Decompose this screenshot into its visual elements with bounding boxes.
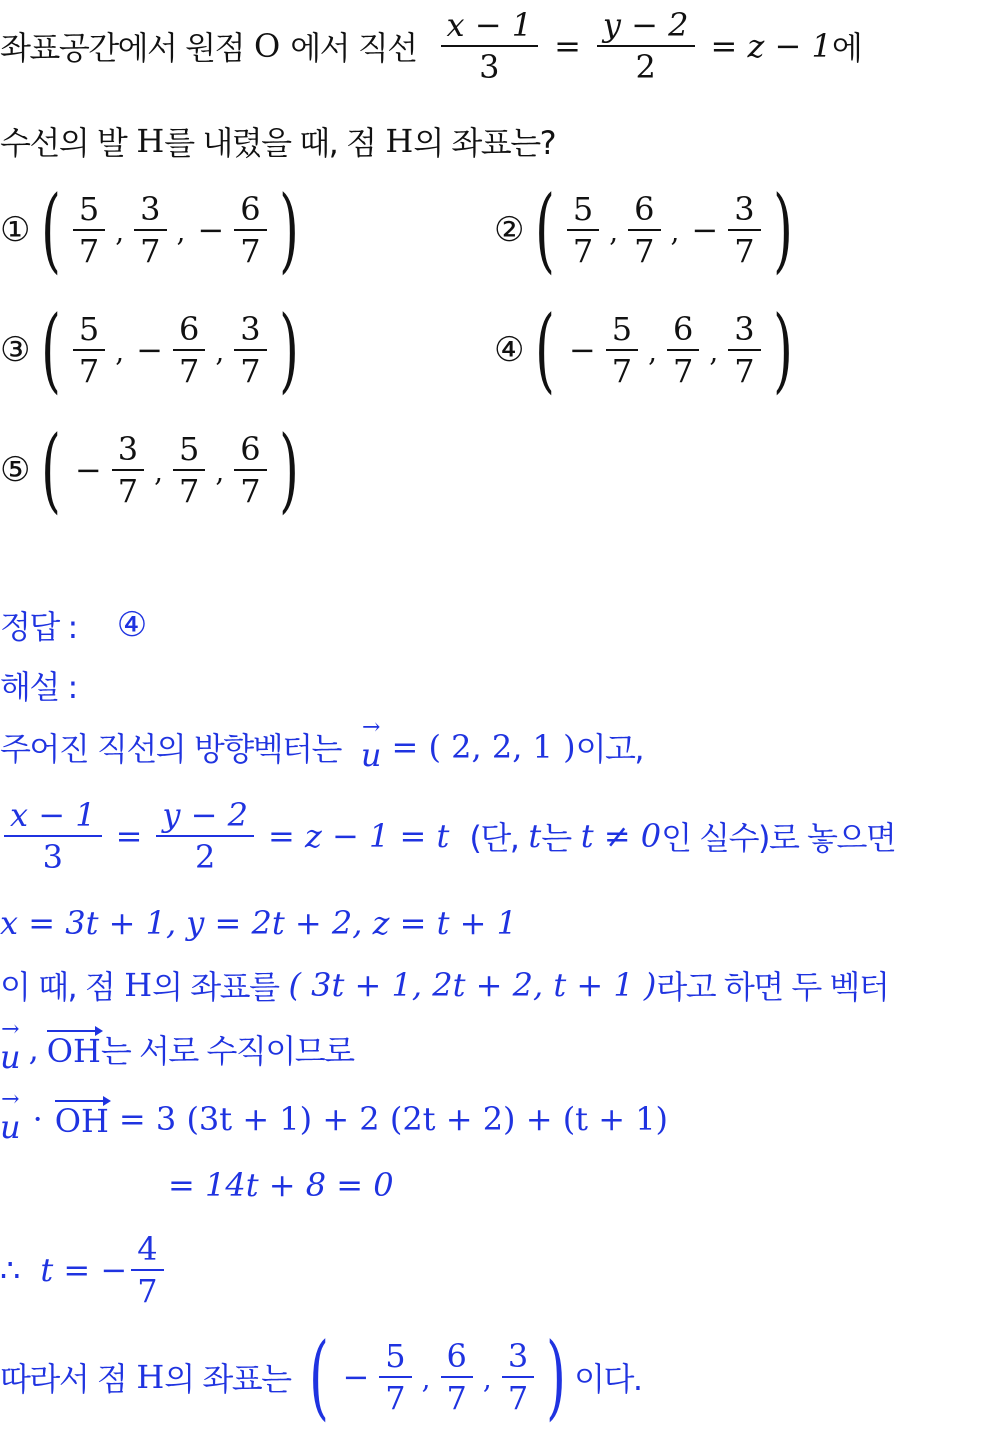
therefore-symbol: ∴ xyxy=(0,1251,21,1289)
condition: t ≠ 0 xyxy=(580,817,662,855)
comma: , xyxy=(215,335,225,368)
explanation-line-3 xyxy=(0,898,517,948)
denominator: 7 xyxy=(734,232,755,270)
choice-coordinates xyxy=(527,296,801,403)
numerator: 5 xyxy=(178,430,200,468)
minus-sign: − xyxy=(136,331,163,369)
fraction xyxy=(379,1336,411,1418)
explanation-text: 이다. xyxy=(574,1360,642,1398)
fraction xyxy=(134,189,166,271)
close-paren: ) xyxy=(278,296,299,403)
denominator: 7 xyxy=(672,352,694,390)
numerator: 6 xyxy=(240,430,261,468)
denominator: 7 xyxy=(178,352,200,390)
explanation-label-line xyxy=(0,660,77,710)
denominator: 7 xyxy=(572,232,594,270)
numerator: 3 xyxy=(240,310,261,348)
fraction xyxy=(73,309,105,391)
equation-tail: = z − 1 xyxy=(710,27,832,65)
dot-operator: · xyxy=(32,1100,43,1138)
minus-sign: − xyxy=(568,331,596,369)
explanation-text: 이 때, 점 xyxy=(0,968,115,1006)
minus-sign: − xyxy=(342,1358,370,1396)
equals-sign: = xyxy=(115,817,143,855)
numerator: 6 xyxy=(446,1337,467,1375)
numerator: 6 xyxy=(634,190,655,228)
fraction xyxy=(112,429,144,511)
explanation-line-6 xyxy=(0,1086,668,1152)
answer-label: 정답 : xyxy=(0,608,77,646)
numerator: 6 xyxy=(672,310,694,348)
choice-option xyxy=(0,176,307,283)
denominator: 7 xyxy=(634,232,655,270)
equals-sign: = xyxy=(554,27,581,65)
explanation-text: 이고, xyxy=(575,730,644,768)
choice-option xyxy=(494,296,801,403)
choice-option xyxy=(0,416,307,523)
numerator: 5 xyxy=(385,1337,406,1375)
problem-text: 에 xyxy=(831,29,862,67)
open-paren: ( xyxy=(41,416,61,523)
denominator: 7 xyxy=(78,352,100,390)
origin-symbol: O xyxy=(253,27,281,65)
comma: , xyxy=(648,335,657,368)
denominator: 7 xyxy=(117,472,139,510)
fraction: $\frac{x - 1}{3}$ xyxy=(4,795,102,877)
point-h: H xyxy=(136,122,165,160)
explanation-label: 해설 : xyxy=(0,668,77,706)
problem-text: 에서 직선 xyxy=(290,29,417,67)
comma: , xyxy=(115,215,125,248)
problem-text: 좌표공간에서 원점 xyxy=(0,29,244,67)
numerator: 3 xyxy=(734,190,755,228)
comma: , xyxy=(176,215,186,248)
numerator: 5 xyxy=(78,310,100,348)
numerator: 3 xyxy=(140,190,161,228)
denominator: 7 xyxy=(78,232,100,270)
explanation-text: 는 서로 수직이므로 xyxy=(100,1032,354,1070)
final-coordinates xyxy=(301,1323,575,1430)
explanation-line-1 xyxy=(0,712,643,782)
fraction xyxy=(441,1336,473,1418)
fraction: $\frac{4}{7}$ xyxy=(131,1229,163,1311)
fraction xyxy=(234,429,266,511)
denominator: 7 xyxy=(240,352,261,390)
numerator: 3 xyxy=(734,310,755,348)
choice-coordinates xyxy=(33,296,307,403)
explanation-text: 라고 하면 두 벡터 xyxy=(656,968,889,1006)
comma: , xyxy=(115,335,125,368)
fraction xyxy=(173,429,205,511)
point-h: H xyxy=(136,1358,165,1396)
denominator: 7 xyxy=(611,352,633,390)
explanation-text: 인 실수)로 놓으면 xyxy=(661,819,896,857)
fraction xyxy=(173,309,205,391)
fraction xyxy=(234,189,266,271)
point-h-coordinates: ( 3t + 1, 2t + 2, t + 1 ) xyxy=(288,966,657,1004)
explanation-text: 의 좌표는 xyxy=(164,1360,291,1398)
vector-components: = ( 2, 2, 1 ) xyxy=(391,728,576,766)
comma: , xyxy=(709,335,719,368)
fraction xyxy=(728,189,760,271)
parametric-equations: x = 3t + 1, y = 2t + 2, z = t + 1 xyxy=(0,904,517,942)
fraction: $\frac{y - 2}{2}$ xyxy=(597,5,695,87)
explanation-text: 따라서 점 xyxy=(0,1360,127,1398)
explanation-line-7 xyxy=(168,1160,394,1210)
problem-line-2 xyxy=(0,116,555,166)
choice-coordinates xyxy=(527,176,801,283)
open-paren: ( xyxy=(535,176,555,283)
comma: , xyxy=(215,455,225,488)
explanation-line-4 xyxy=(0,960,888,1010)
fraction xyxy=(567,189,599,271)
explanation-line-9 xyxy=(0,1323,642,1430)
fraction xyxy=(667,309,699,391)
open-paren: ( xyxy=(535,296,555,403)
explanation-text: (단, xyxy=(469,819,519,857)
t-value: t = − xyxy=(40,1251,128,1289)
vector-oh: OH xyxy=(54,1102,109,1140)
point-h: H xyxy=(124,966,153,1004)
problem-line-1 xyxy=(0,6,861,86)
choice-number: ② xyxy=(494,210,523,250)
explanation-text: 주어진 직선의 방향벡터는 xyxy=(0,730,341,768)
problem-text: 의 좌표는? xyxy=(413,124,556,162)
answer-value: ④ xyxy=(116,605,146,645)
minus-sign: − xyxy=(197,211,225,249)
parameter-equation: = z − 1 = t xyxy=(267,817,450,855)
fraction xyxy=(234,309,266,391)
numerator: 6 xyxy=(178,310,200,348)
fraction: $\frac{y - 2}{2}$ xyxy=(156,795,254,877)
comma: , xyxy=(609,215,619,248)
choice-coordinates xyxy=(33,176,307,283)
open-paren: ( xyxy=(41,296,61,403)
fraction xyxy=(628,189,660,271)
vector-u: → u xyxy=(0,1017,21,1076)
explanation-text: 의 좌표를 xyxy=(152,968,279,1006)
numerator: 6 xyxy=(240,190,261,228)
problem-text: 를 내렸을 때, 점 xyxy=(164,124,376,162)
open-paren: ( xyxy=(308,1323,329,1430)
choice-coordinates xyxy=(33,416,307,523)
close-paren: ) xyxy=(278,176,299,283)
comma: , xyxy=(28,1030,39,1068)
fraction xyxy=(606,309,638,391)
numerator: 5 xyxy=(572,190,594,228)
close-paren: ) xyxy=(546,1323,566,1430)
denominator: 7 xyxy=(178,472,200,510)
open-paren: ( xyxy=(41,176,61,283)
answer-line xyxy=(0,600,146,650)
close-paren: ) xyxy=(772,296,793,403)
denominator: 7 xyxy=(240,472,261,510)
comma: , xyxy=(482,1362,492,1395)
denominator: 7 xyxy=(446,1379,467,1417)
denominator: 7 xyxy=(240,232,261,270)
comma: , xyxy=(154,455,163,488)
fraction xyxy=(502,1336,534,1418)
fraction xyxy=(73,189,105,271)
choice-number: ⑤ xyxy=(0,450,29,490)
comma: , xyxy=(421,1362,431,1395)
explanation-line-8 xyxy=(0,1228,168,1312)
numerator: 3 xyxy=(117,430,139,468)
minus-sign: − xyxy=(691,211,719,249)
denominator: 7 xyxy=(385,1379,406,1417)
vector-u: → u xyxy=(0,1087,21,1146)
denominator: 7 xyxy=(507,1379,529,1417)
choice-number: ③ xyxy=(0,330,29,370)
minus-sign: − xyxy=(74,451,102,489)
dot-product-result: = 14t + 8 = 0 xyxy=(168,1166,394,1204)
choice-option xyxy=(0,296,307,403)
close-paren: ) xyxy=(772,176,793,283)
choice-number: ④ xyxy=(494,330,523,370)
numerator: 5 xyxy=(611,310,633,348)
choice-option xyxy=(494,176,801,283)
variable-t: t xyxy=(528,817,542,855)
vector-u: → u xyxy=(360,715,382,774)
choice-number: ① xyxy=(0,210,29,250)
vector-oh: OH xyxy=(46,1032,101,1070)
comma: , xyxy=(670,215,680,248)
numerator: 3 xyxy=(507,1337,529,1375)
close-paren: ) xyxy=(278,416,299,523)
point-h: H xyxy=(385,122,414,160)
explanation-line-2 xyxy=(0,790,895,882)
numerator: 5 xyxy=(78,190,100,228)
fraction: $\frac{x - 1}{3}$ xyxy=(441,5,539,87)
problem-text: 수선의 발 xyxy=(0,124,127,162)
fraction xyxy=(728,309,760,391)
denominator: 7 xyxy=(734,352,755,390)
dot-product-expansion: = 3 (3t + 1) + 2 (2t + 2) + (t + 1) xyxy=(118,1100,669,1138)
denominator: 7 xyxy=(140,232,161,270)
explanation-line-5 xyxy=(0,1016,354,1082)
explanation-text: 는 xyxy=(541,819,571,857)
